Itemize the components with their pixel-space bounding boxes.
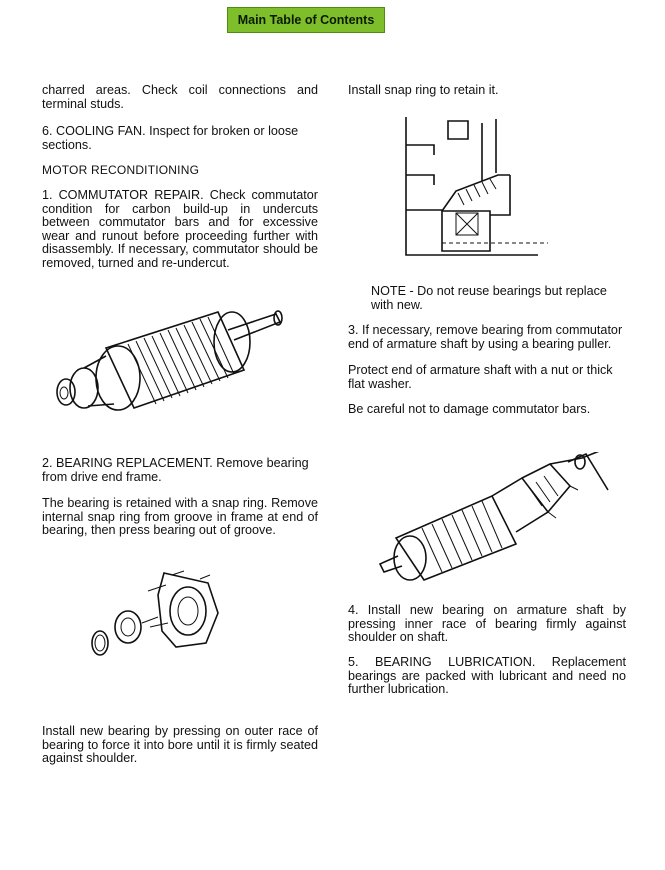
bearing-puller-illustration — [372, 452, 612, 582]
cooling-fan-paragraph: 6. COOLING FAN. Inspect for broken or loose sections. — [42, 124, 299, 152]
commutator-repair-paragraph: 1. COMMUTATOR REPAIR. Check commutator condition for carbon build-up in undercuts between commutator bars and for excessive wear and runout before proceeding further with disassembly. If necessary, commutator should be removed, turned and re-undercut. — [42, 188, 318, 270]
left-paragraph-charred-areas: charred areas. Check coil connections and terminal studs. — [42, 83, 318, 111]
bearing-puller-paragraph: 3. If necessary, remove bearing from commutator end of armature shaft by using a bearing puller. — [348, 323, 623, 351]
bearing-lubrication-paragraph: 5. BEARING LUBRICATION. Replacement bearings are packed with lubricant and need no further lubrication. — [348, 655, 626, 697]
careful-commutator-paragraph: Be careful not to damage commutator bars. — [348, 402, 591, 416]
install-snap-ring-paragraph: Install snap ring to retain it. — [348, 83, 499, 97]
armature-illustration — [48, 300, 288, 425]
install-new-bearing-paragraph: Install new bearing by pressing on outer race of bearing to force it into bore until it is firmly seated against shoulder. — [42, 724, 318, 766]
install-bearing-on-shaft-paragraph: 4. Install new bearing on armature shaft by pressing inner race of bearing firmly against shoulder on shaft. — [348, 603, 626, 645]
snap-ring-removal-paragraph: The bearing is retained with a snap ring. Remove internal snap ring from groove in frame at end of bearing, then press bearing out of groove. — [42, 496, 318, 538]
protect-shaft-paragraph: Protect end of armature shaft with a nut or thick flat washer. — [348, 363, 613, 391]
bearing-and-frame-illustration — [88, 565, 238, 665]
main-table-of-contents-button[interactable]: Main Table of Contents — [227, 7, 385, 33]
bearing-cross-section-illustration — [398, 115, 563, 260]
motor-reconditioning-heading: MOTOR RECONDITIONING — [42, 163, 200, 177]
note-do-not-reuse-bearings: NOTE - Do not reuse bearings but replace with new. — [371, 284, 607, 312]
bearing-replacement-paragraph: 2. BEARING REPLACEMENT. Remove bearing from drive end frame. — [42, 456, 309, 484]
